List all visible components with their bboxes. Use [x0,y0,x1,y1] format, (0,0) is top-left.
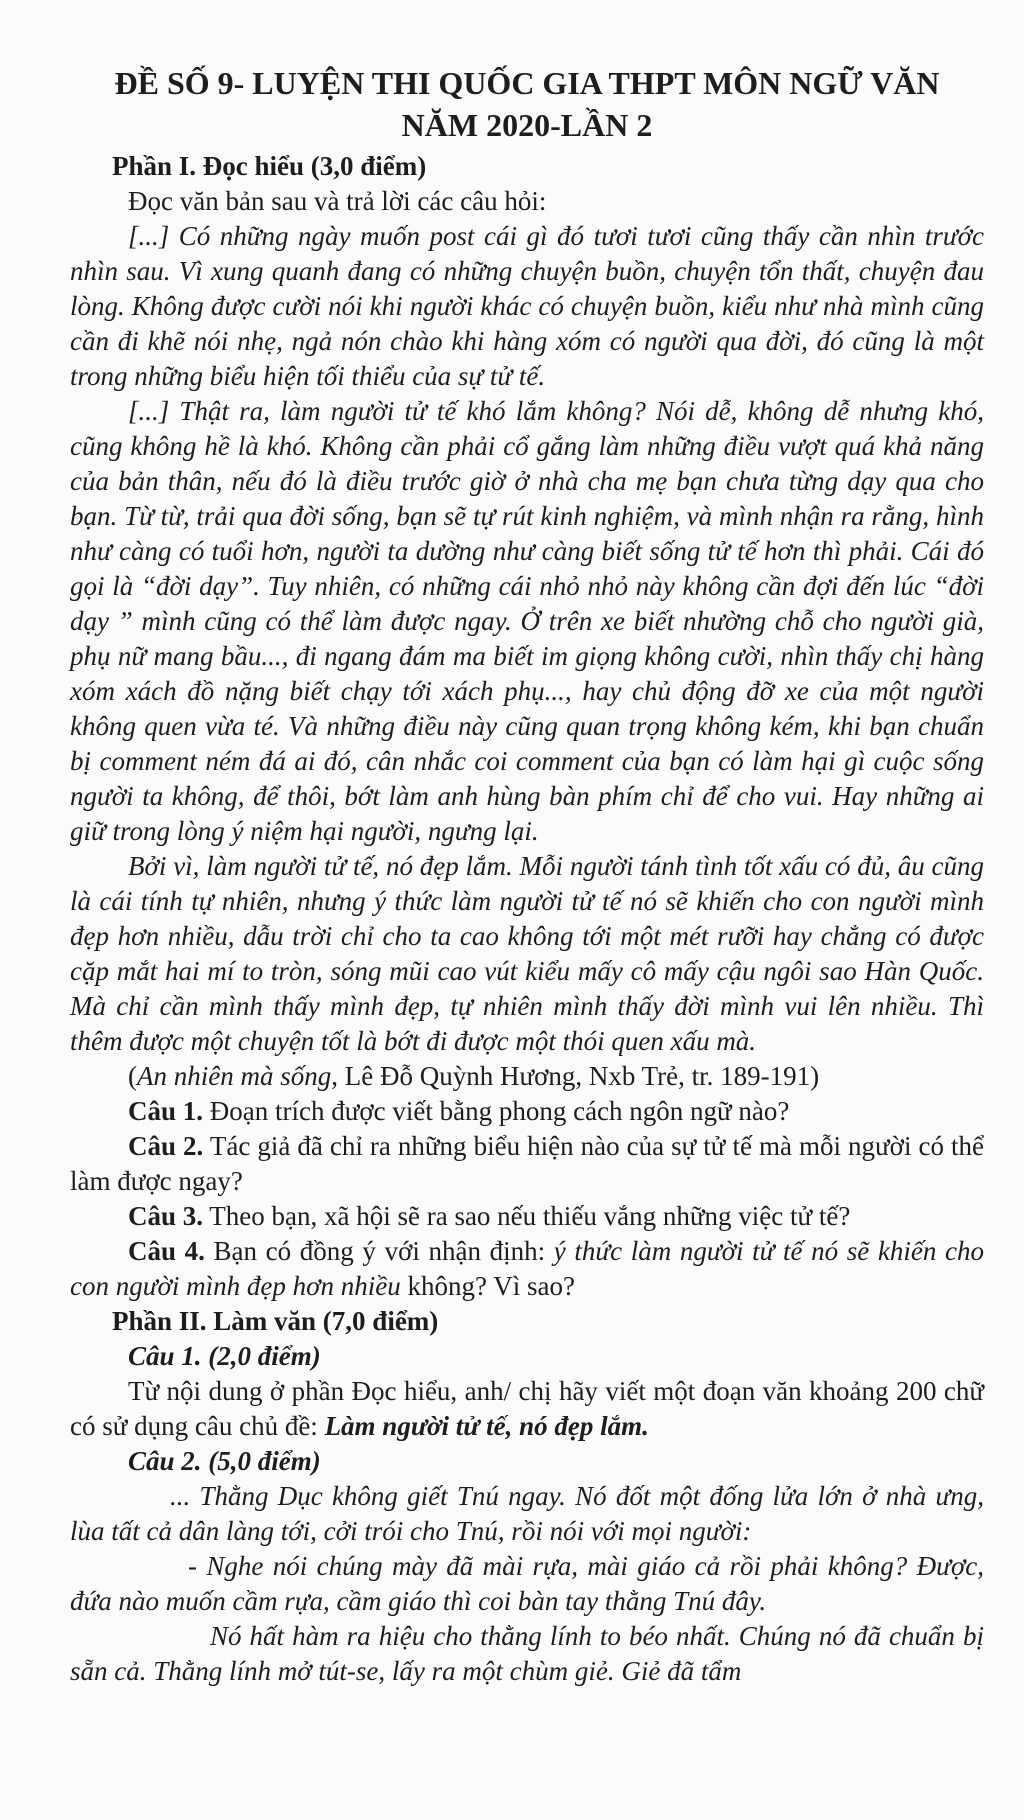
essay1-prompt-text: Từ nội dung ở phần Đọc hiểu, anh/ chị hãy viết một đoạn văn khoảng 200 chữ có sử dụng câu chủ đề: [70,1376,984,1441]
question-2-text: Tác giả đã chỉ ra những biểu hiện nào của sự tử tế mà mỗi người có thể làm được ngay? [70,1131,984,1196]
part1-intro: Đọc văn bản sau và trả lời các câu hỏi: [128,186,547,216]
question-1-label: Câu 1. [128,1096,204,1126]
essay1-heading: Câu 1. (2,0 điểm) [128,1341,321,1371]
question-3-label: Câu 3. [128,1201,204,1231]
question-4-text: Bạn có đồng ý với nhận định: [213,1236,546,1266]
title-line-2: NĂM 2020-LẦN 2 [401,107,653,143]
passage-citation [70,1059,984,1094]
question-3-text: Theo bạn, xã hội sẽ ra sao nếu thiếu vắng những việc tử tế? [209,1201,851,1231]
question-4 [70,1234,984,1304]
title-line-1: ĐỀ SỐ 9- LUYỆN THI QUỐC GIA THPT MÔN NGỮ VĂN [114,65,940,101]
part1-heading: Phần I. Đọc hiểu (3,0 điểm) [112,151,427,181]
document-title [70,62,984,146]
question-2 [70,1129,984,1199]
question-4-suffix: không? Vì sao? [407,1271,575,1301]
essay1-prompt [70,1374,984,1444]
question-2-label: Câu 2. [128,1131,204,1161]
question-1 [70,1094,984,1129]
essay2-heading: Câu 2. (5,0 điểm) [128,1446,321,1476]
essay2-excerpt-paragraph-2: - Nghe nói chúng mày đã mài rựa, mài giáo cả rồi phải không? Được, đứa nào muốn cầm rựa, cầm giáo thì coi bàn tay thằng Tnú đây. [70,1551,984,1616]
citation-open-paren: ( [128,1061,137,1091]
citation-author-publisher: , Lê Đỗ Quỳnh Hương, Nxb Trẻ, tr. 189-191) [331,1061,820,1091]
question-1-text: Đoạn trích được viết bằng phong cách ngôn ngữ nào? [209,1096,790,1126]
part2-heading: Phần II. Làm văn (7,0 điểm) [112,1306,439,1336]
citation-book-title: An nhiên mà sống [137,1061,332,1091]
passage-paragraph-2: [...] Thật ra, làm người tử tế khó lắm không? Nói dễ, không dễ nhưng khó, cũng không hề là khó. Không cần phải cổ gắng làm những điều vượt quá khả năng của bản thân, nếu đó là điều trước giờ ở nhà cha mẹ bạn chưa từng dạy qua cho bạn. Từ từ, trải qua đời sống, bạn sẽ tự rút kinh nghiệm, và mình nhận ra rằng, hình như càng có tuổi hơn, người ta dường như càng biết sống tử tế hơn thì phải. Cái đó gọi là “đời dạy”. Tuy nhiên, có những cái nhỏ nhỏ này không cần đợi đến lúc “đời dạy ” mình cũng có thể làm được ngay. Ở trên xe biết nhường chỗ cho người già, phụ nữ mang bầu..., đi ngang đám ma biết im giọng không cười, nhìn thấy chị hàng xóm xách đồ nặng biết chạy tới xách phụ..., hay chủ động đỡ xe của một người không quen vừa té. Và những điều này cũng quan trọng không kém, khi bạn chuẩn bị comment ném đá ai đó, cân nhắc coi comment của bạn có làm hại gì cuộc sống người ta không, để thôi, bớt làm anh hùng bàn phím chỉ để cho vui. Hay những ai giữ trong lòng ý niệm hại người, ngưng lại. [70,396,984,846]
essay2-excerpt-paragraph-1: ... Thằng Dục không giết Tnú ngay. Nó đốt một đống lửa lớn ở nhà ưng, lùa tất cả dân làng tới, cởi trói cho Tnú, rồi nói với mọi người: [70,1481,984,1546]
essay2-excerpt-paragraph-3: Nó hất hàm ra hiệu cho thằng lính to béo nhất. Chúng nó đã chuẩn bị sẵn cả. Thằng lính mở tút-se, lấy ra một chùm giẻ. Giẻ đã tẩm [70,1621,984,1686]
essay1-topic-sentence: Làm người tử tế, nó đẹp lắm. [324,1411,649,1441]
question-4-label: Câu 4. [128,1236,205,1266]
question-3 [70,1199,984,1234]
passage-paragraph-1: [...] Có những ngày muốn post cái gì đó tươi tươi cũng thấy cần nhìn trước nhìn sau. Vì xung quanh đang có những chuyện buồn, chuyện tổn thất, chuyện đau lòng. Không được cười nói khi người khác có chuyện buồn, kiểu như nhà mình cũng cần đi khẽ nói nhẹ, ngả nón chào khi hàng xóm có người qua đời, đó cũng là một trong những biểu hiện tối thiểu của sự tử tế. [70,221,984,391]
question-4-quoted-statement: ý thức làm người tử tế nó sẽ khiến cho con người mình đẹp hơn nhiều [70,1236,984,1301]
passage-paragraph-3: Bởi vì, làm người tử tế, nó đẹp lắm. Mỗi người tánh tình tốt xấu có đủ, âu cũng là cái tính tự nhiên, nhưng ý thức làm người tử tế nó sẽ khiến cho con người mình đẹp hơn nhiều, dẫu trời chỉ cho ta cao không tới một mét rưỡi hay chẳng có được cặp mắt hai mí to tròn, sóng mũi cao vút kiểu mấy cô mấy cậu ngôi sao Hàn Quốc. Mà chỉ cần mình thấy mình đẹp, tự nhiên mình thấy đời mình vui lên nhiều. Thì thêm được một chuyện tốt là bớt đi được một thói quen xấu mà. [70,851,984,1056]
